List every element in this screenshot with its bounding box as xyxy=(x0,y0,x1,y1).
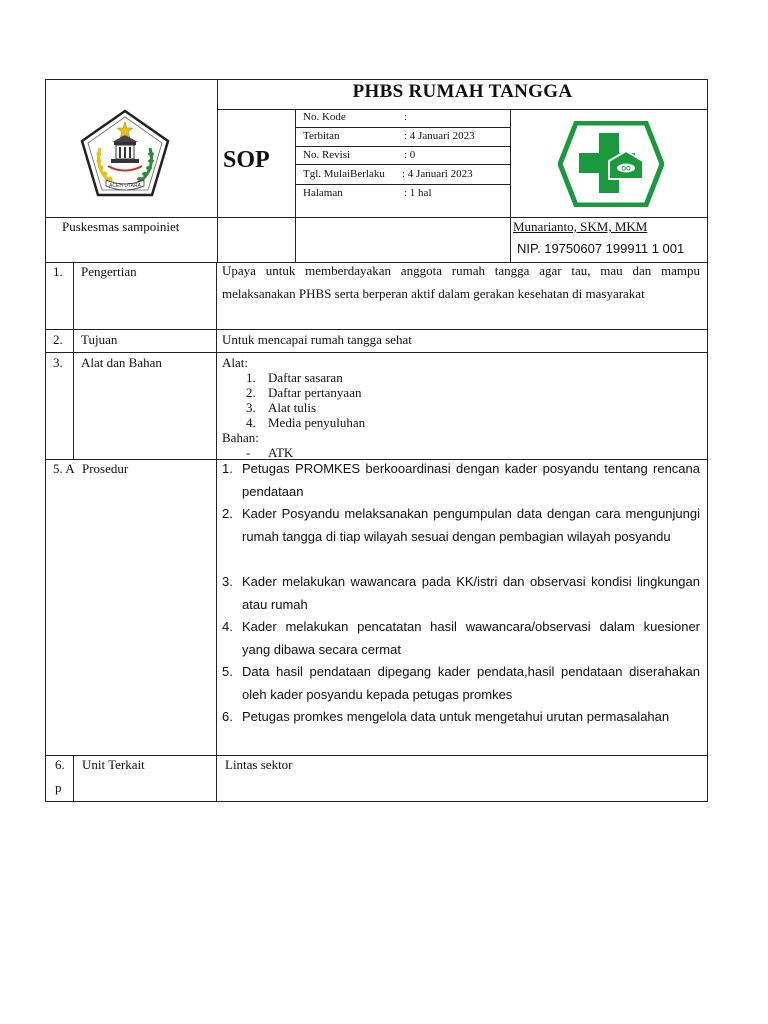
bahan-heading: Bahan: xyxy=(222,430,259,445)
procedure-step xyxy=(222,503,700,548)
row-divider xyxy=(45,755,708,756)
meta-label-halaman: Halaman xyxy=(303,187,343,199)
svg-text:OO: OO xyxy=(621,166,631,173)
meta-line xyxy=(295,127,510,128)
header-col-3 xyxy=(510,109,511,263)
procedure-step-text: Petugas promkes mengelola data untuk mengetahui urutan permasalahan xyxy=(242,709,670,724)
sop-label: SOP xyxy=(223,147,270,173)
meta-label-terbitan: Terbitan xyxy=(303,130,340,142)
procedure-step-number: 1. xyxy=(222,461,233,476)
procedure-step-number: 2. xyxy=(222,506,233,521)
puskesmas-logo-icon xyxy=(558,121,664,207)
signer-nip: NIP. 19750607 199911 1 001 xyxy=(517,241,685,256)
meta-value-halaman: : 1 hal xyxy=(404,187,432,199)
row-1-number: 1. xyxy=(53,264,63,279)
procedure-step-number: 5. xyxy=(222,664,233,679)
meta-value-kode: : xyxy=(404,111,408,123)
meta-value-mulai-berlaku: : 4 Januari 2023 xyxy=(402,168,473,180)
alat-item: Daftar pertanyaan xyxy=(268,385,362,400)
meta-label-kode: No. Kode xyxy=(303,111,346,123)
procedure-step-text: Kader melakukan pencatatan hasil wawancara/observasi dalam kuesioner yang dibawa secara cermat xyxy=(242,619,700,657)
meta-value-revisi: : 0 xyxy=(404,149,416,161)
bahan-item: ATK xyxy=(268,445,294,460)
row-2-number: 2. xyxy=(53,332,63,347)
emblem-ribbon-text: ACEH UTARA xyxy=(109,183,141,189)
procedure-step-number: 4. xyxy=(222,619,233,634)
row-1-content: Upaya untuk memberdayakan anggota rumah tangga agar tau, mau dan mampu melaksanakan PHBS serta berperan aktif dalam gerakan kesehatan di masyarakat xyxy=(222,263,700,301)
row-1-label: Pengertian xyxy=(81,264,137,279)
meta-line xyxy=(295,184,510,185)
procedure-step-number: 3. xyxy=(222,574,233,589)
procedure-step-text: Data hasil pendataan dipegang kader pendata,hasil pendataan diserahakan oleh kader posyandu kepada petugas promkes xyxy=(242,664,700,702)
row-divider xyxy=(45,329,708,330)
border-top xyxy=(45,79,708,80)
row-6-number-extra: p xyxy=(55,780,62,795)
header-col-2 xyxy=(295,109,296,263)
alat-item: Media penyuluhan xyxy=(268,415,366,430)
meta-value-terbitan: : 4 Januari 2023 xyxy=(404,130,475,142)
alat-item: Daftar sasaran xyxy=(268,370,343,385)
document-title: PHBS RUMAH TANGGA xyxy=(352,81,573,102)
procedure-step xyxy=(222,706,700,729)
alat-item-number: 4. xyxy=(246,415,256,430)
border-left xyxy=(45,79,46,802)
border-bottom xyxy=(45,801,708,802)
header-col-1 xyxy=(217,79,218,263)
procedure-step xyxy=(222,458,700,503)
alat-heading: Alat: xyxy=(222,355,248,370)
alat-item-number: 2. xyxy=(246,385,256,400)
label-col-divider xyxy=(216,262,217,802)
num-col-divider xyxy=(73,262,74,459)
title-divider xyxy=(217,109,708,110)
alat-item-number: 3. xyxy=(246,400,256,415)
row-6-number: 6. xyxy=(55,757,65,772)
bahan-bullet: - xyxy=(246,445,251,460)
procedure-step-number: 6. xyxy=(222,709,233,724)
row-divider xyxy=(45,352,708,353)
meta-line xyxy=(295,146,510,147)
procedure-step xyxy=(222,616,700,661)
row-5-label: Prosedur xyxy=(82,461,129,476)
row-6-content: Lintas sektor xyxy=(225,757,293,772)
num-col-divider xyxy=(73,755,74,801)
procedure-step xyxy=(222,571,700,616)
signer-name: Munarianto, SKM, MKM xyxy=(513,219,648,234)
row-3-label: Alat dan Bahan xyxy=(81,355,162,370)
row-5-number: 5. A xyxy=(53,461,75,476)
header-divider xyxy=(45,217,708,218)
organization-name: Puskesmas sampoiniet xyxy=(62,219,180,234)
meta-label-revisi: No. Revisi xyxy=(303,149,351,161)
row-2-content: Untuk mencapai rumah tangga sehat xyxy=(222,332,412,347)
regional-emblem-icon xyxy=(78,108,172,200)
row-3-number: 3. xyxy=(53,355,63,370)
row-2-label: Tujuan xyxy=(81,332,118,347)
procedure-step-text: Kader Posyandu melaksanakan pengumpulan data dengan cara mengunjungi rumah tangga di tiap wilayah sesuai dengan pembagian wilayah posyandu xyxy=(242,506,700,544)
procedure-step xyxy=(222,661,700,706)
border-right xyxy=(707,79,708,802)
alat-item: Alat tulis xyxy=(268,400,317,415)
procedure-step-text: Petugas PROMKES berkooardinasi dengan kader posyandu tentang rencana pendataan xyxy=(242,461,700,499)
meta-line xyxy=(295,164,510,165)
procedure-step-text: Kader melakukan wawancara pada KK/istri dan observasi kondisi lingkungan atau rumah xyxy=(242,574,700,612)
meta-label-mulai-berlaku: Tgl. MulaiBerlaku xyxy=(303,168,385,180)
row-6-label: Unit Terkait xyxy=(82,757,145,772)
alat-item-number: 1. xyxy=(246,370,256,385)
